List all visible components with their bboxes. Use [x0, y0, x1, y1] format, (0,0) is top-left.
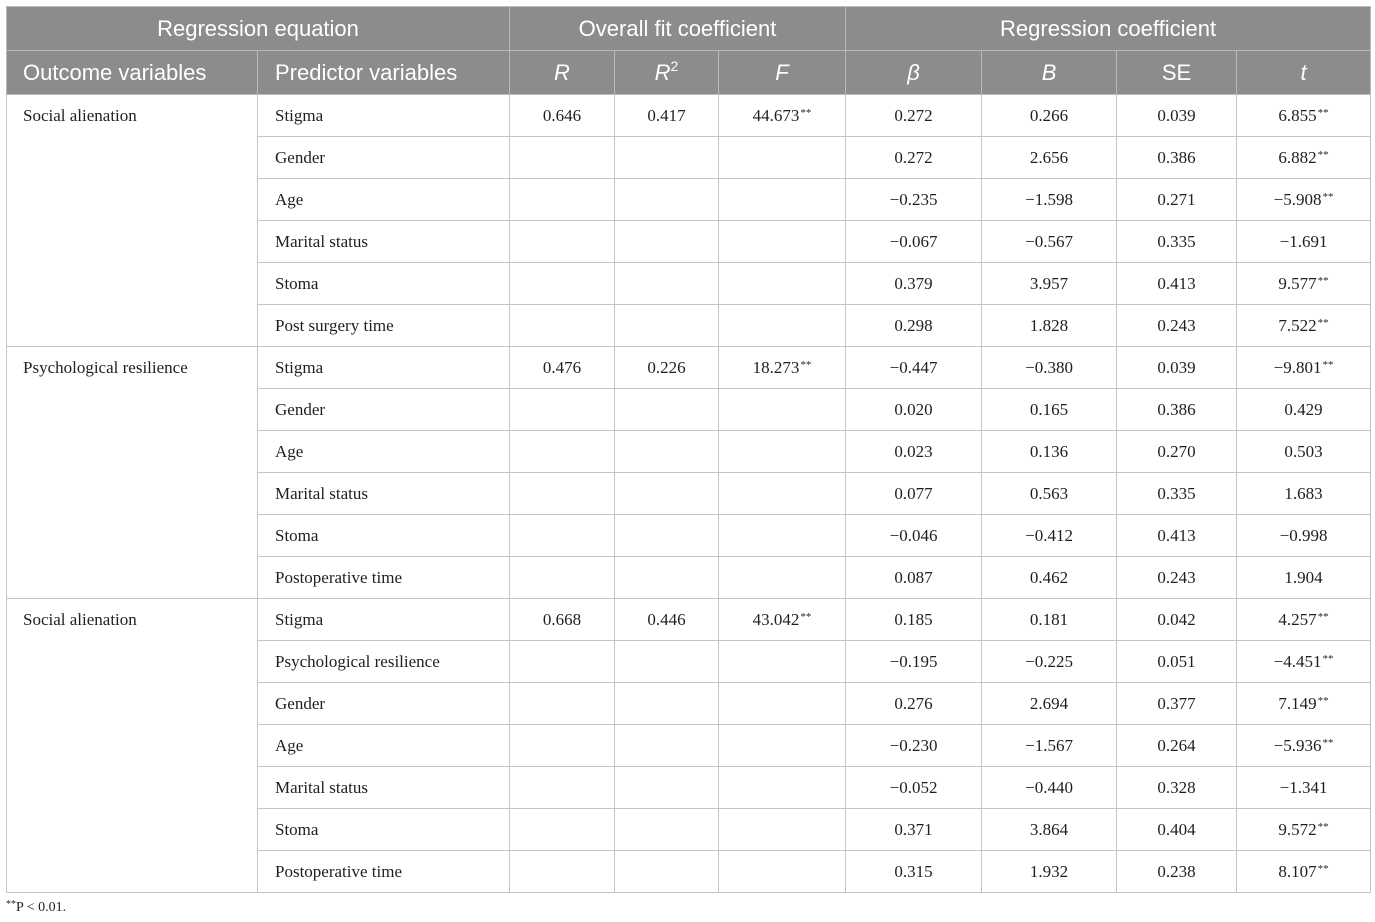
predictor-variable-cell: Marital status [258, 221, 510, 263]
beta-cell: 0.077 [846, 473, 982, 515]
empty-cell [615, 473, 719, 515]
beta-cell: −0.067 [846, 221, 982, 263]
significance-marker: ** [1322, 652, 1334, 665]
se-cell: 0.328 [1117, 767, 1237, 809]
header-beta [846, 51, 982, 95]
predictor-variable-cell: Age [258, 431, 510, 473]
empty-cell [719, 305, 846, 347]
empty-cell [615, 179, 719, 221]
predictor-variable-cell: Gender [258, 389, 510, 431]
t-cell-value: 4.257 [1278, 609, 1317, 629]
empty-cell [719, 179, 846, 221]
significance-marker: ** [800, 610, 812, 623]
empty-cell [510, 137, 615, 179]
predictor-variable-cell: Gender [258, 683, 510, 725]
header-beta-label: β [907, 59, 920, 85]
t-cell: 1.683 [1237, 473, 1371, 515]
empty-cell [510, 179, 615, 221]
predictor-variable-cell: Marital status [258, 473, 510, 515]
se-cell: 0.039 [1117, 347, 1237, 389]
beta-cell: 0.315 [846, 851, 982, 893]
predictor-variable-cell: Post surgery time [258, 305, 510, 347]
header-outcome-variables: Outcome variables [7, 51, 258, 95]
regression-table [6, 6, 1371, 893]
header-predictor-variables: Predictor variables [258, 51, 510, 95]
b-cell: 0.165 [982, 389, 1117, 431]
empty-cell [615, 137, 719, 179]
r-cell: 0.476 [510, 347, 615, 389]
empty-cell [719, 557, 846, 599]
beta-cell: 0.272 [846, 95, 982, 137]
b-cell: −1.598 [982, 179, 1117, 221]
significance-marker: ** [1317, 148, 1329, 161]
empty-cell [615, 851, 719, 893]
b-cell: 3.864 [982, 809, 1117, 851]
se-cell: 0.413 [1117, 263, 1237, 305]
t-cell: 0.503 [1237, 431, 1371, 473]
b-cell: 0.563 [982, 473, 1117, 515]
se-cell: 0.051 [1117, 641, 1237, 683]
empty-cell [719, 221, 846, 263]
predictor-variable-cell: Psychological resilience [258, 641, 510, 683]
b-cell: 1.932 [982, 851, 1117, 893]
t-cell [1237, 725, 1371, 767]
se-cell: 0.243 [1117, 557, 1237, 599]
f-cell-value: 44.673 [752, 105, 800, 125]
table-header [7, 7, 1371, 95]
empty-cell [510, 641, 615, 683]
t-cell [1237, 263, 1371, 305]
se-cell: 0.377 [1117, 683, 1237, 725]
predictor-variable-cell: Postoperative time [258, 851, 510, 893]
predictor-variable-cell: Stoma [258, 515, 510, 557]
empty-cell [719, 431, 846, 473]
se-cell: 0.335 [1117, 473, 1237, 515]
empty-cell [510, 683, 615, 725]
beta-cell: −0.046 [846, 515, 982, 557]
empty-cell [615, 557, 719, 599]
f-cell-value: 18.273 [752, 357, 800, 377]
f-cell [719, 599, 846, 641]
empty-cell [719, 515, 846, 557]
beta-cell: 0.087 [846, 557, 982, 599]
beta-cell: −0.195 [846, 641, 982, 683]
predictor-variable-cell: Stigma [258, 95, 510, 137]
se-cell: 0.404 [1117, 809, 1237, 851]
r-cell: 0.668 [510, 599, 615, 641]
se-cell: 0.386 [1117, 389, 1237, 431]
significance-marker: ** [1317, 316, 1329, 329]
significance-marker: ** [1317, 274, 1329, 287]
empty-cell [510, 767, 615, 809]
header-F [719, 51, 846, 95]
empty-cell [615, 641, 719, 683]
header-B [982, 51, 1117, 95]
significance-marker: ** [1322, 736, 1334, 749]
empty-cell [510, 557, 615, 599]
header-B-label: B [1041, 59, 1057, 85]
empty-cell [615, 683, 719, 725]
r-cell: 0.646 [510, 95, 615, 137]
empty-cell [615, 389, 719, 431]
b-cell: 1.828 [982, 305, 1117, 347]
table-row [7, 95, 1371, 137]
header-SE [1117, 51, 1237, 95]
beta-cell: 0.020 [846, 389, 982, 431]
empty-cell [719, 263, 846, 305]
t-cell-value: 6.855 [1278, 105, 1317, 125]
t-cell-value: 8.107 [1278, 861, 1317, 881]
beta-cell: −0.235 [846, 179, 982, 221]
empty-cell [615, 809, 719, 851]
t-cell-value: 9.572 [1278, 819, 1317, 839]
empty-cell [615, 515, 719, 557]
f-cell [719, 95, 846, 137]
t-cell [1237, 641, 1371, 683]
se-cell: 0.039 [1117, 95, 1237, 137]
header-regression-equation: Regression equation [7, 7, 510, 51]
header-regression-coefficient: Regression coefficient [846, 7, 1371, 51]
header-R-squared [615, 51, 719, 95]
significance-marker: ** [800, 106, 812, 119]
significance-marker: ** [1322, 190, 1334, 203]
b-cell: −0.380 [982, 347, 1117, 389]
t-cell [1237, 809, 1371, 851]
t-cell-value: −5.936 [1273, 735, 1322, 755]
empty-cell [615, 725, 719, 767]
header-F-label: F [775, 59, 789, 85]
significance-marker: ** [1317, 820, 1329, 833]
header-group-row [7, 7, 1371, 51]
t-cell [1237, 305, 1371, 347]
beta-cell: 0.379 [846, 263, 982, 305]
beta-cell: 0.276 [846, 683, 982, 725]
header-R [510, 51, 615, 95]
b-cell: 0.136 [982, 431, 1117, 473]
r-squared-cell: 0.226 [615, 347, 719, 389]
b-cell: −0.225 [982, 641, 1117, 683]
footnote-marker: ** [6, 899, 16, 910]
predictor-variable-cell: Age [258, 725, 510, 767]
b-cell: 2.694 [982, 683, 1117, 725]
header-overall-fit-coefficient: Overall fit coefficient [510, 7, 846, 51]
empty-cell [510, 305, 615, 347]
significance-marker: ** [1317, 610, 1329, 623]
table-body [7, 95, 1371, 893]
table-row [7, 599, 1371, 641]
predictor-variable-cell: Stigma [258, 599, 510, 641]
t-cell-value: 7.522 [1278, 315, 1317, 335]
empty-cell [510, 473, 615, 515]
t-cell [1237, 683, 1371, 725]
header-SE-label: SE [1161, 59, 1192, 85]
se-cell: 0.042 [1117, 599, 1237, 641]
b-cell: 0.181 [982, 599, 1117, 641]
t-cell [1237, 851, 1371, 893]
outcome-variable-cell: Social alienation [7, 95, 258, 347]
t-cell [1237, 179, 1371, 221]
se-cell: 0.271 [1117, 179, 1237, 221]
significance-marker: ** [1317, 694, 1329, 707]
t-cell [1237, 137, 1371, 179]
predictor-variable-cell: Marital status [258, 767, 510, 809]
se-cell: 0.386 [1117, 137, 1237, 179]
empty-cell [719, 725, 846, 767]
t-cell: −0.998 [1237, 515, 1371, 557]
empty-cell [510, 515, 615, 557]
b-cell: −0.440 [982, 767, 1117, 809]
t-cell [1237, 95, 1371, 137]
se-cell: 0.238 [1117, 851, 1237, 893]
empty-cell [510, 809, 615, 851]
significance-marker: ** [1322, 358, 1334, 371]
r-squared-cell: 0.417 [615, 95, 719, 137]
table-row [7, 347, 1371, 389]
b-cell: 0.266 [982, 95, 1117, 137]
se-cell: 0.243 [1117, 305, 1237, 347]
empty-cell [615, 263, 719, 305]
f-cell-value: 43.042 [752, 609, 800, 629]
significance-marker: ** [1317, 862, 1329, 875]
t-cell-value: 6.882 [1278, 147, 1317, 167]
beta-cell: 0.371 [846, 809, 982, 851]
t-cell: 1.904 [1237, 557, 1371, 599]
predictor-variable-cell: Stigma [258, 347, 510, 389]
empty-cell [615, 767, 719, 809]
significance-marker: ** [1317, 106, 1329, 119]
b-cell: −0.412 [982, 515, 1117, 557]
empty-cell [615, 305, 719, 347]
t-cell [1237, 599, 1371, 641]
beta-cell: 0.272 [846, 137, 982, 179]
beta-cell: −0.447 [846, 347, 982, 389]
empty-cell [719, 851, 846, 893]
empty-cell [719, 389, 846, 431]
footnote-text: P < 0.01. [16, 900, 67, 915]
beta-cell: −0.052 [846, 767, 982, 809]
empty-cell [719, 137, 846, 179]
empty-cell [510, 389, 615, 431]
b-cell: −1.567 [982, 725, 1117, 767]
t-cell-value: −5.908 [1273, 189, 1322, 209]
t-cell-value: −9.801 [1273, 357, 1322, 377]
header-t-label: t [1300, 59, 1307, 85]
beta-cell: −0.230 [846, 725, 982, 767]
header-t [1237, 51, 1371, 95]
header-R-squared-base: R [654, 59, 671, 85]
t-cell: −1.341 [1237, 767, 1371, 809]
b-cell: −0.567 [982, 221, 1117, 263]
empty-cell [719, 473, 846, 515]
header-column-row [7, 51, 1371, 95]
significance-marker: ** [800, 358, 812, 371]
t-cell-value: 9.577 [1278, 273, 1317, 293]
b-cell: 2.656 [982, 137, 1117, 179]
t-cell: −1.691 [1237, 221, 1371, 263]
predictor-variable-cell: Postoperative time [258, 557, 510, 599]
t-cell: 0.429 [1237, 389, 1371, 431]
empty-cell [510, 725, 615, 767]
se-cell: 0.413 [1117, 515, 1237, 557]
beta-cell: 0.023 [846, 431, 982, 473]
predictor-variable-cell: Age [258, 179, 510, 221]
empty-cell [719, 767, 846, 809]
predictor-variable-cell: Stoma [258, 809, 510, 851]
predictor-variable-cell: Stoma [258, 263, 510, 305]
empty-cell [719, 809, 846, 851]
empty-cell [615, 431, 719, 473]
b-cell: 0.462 [982, 557, 1117, 599]
t-cell-value: 7.149 [1278, 693, 1317, 713]
se-cell: 0.270 [1117, 431, 1237, 473]
outcome-variable-cell: Psychological resilience [7, 347, 258, 599]
empty-cell [510, 851, 615, 893]
f-cell [719, 347, 846, 389]
empty-cell [510, 263, 615, 305]
beta-cell: 0.185 [846, 599, 982, 641]
footnote [6, 900, 66, 916]
outcome-variable-cell: Social alienation [7, 599, 258, 893]
empty-cell [510, 221, 615, 263]
empty-cell [719, 641, 846, 683]
se-cell: 0.335 [1117, 221, 1237, 263]
header-R-label: R [554, 59, 570, 85]
predictor-variable-cell: Gender [258, 137, 510, 179]
t-cell [1237, 347, 1371, 389]
b-cell: 3.957 [982, 263, 1117, 305]
empty-cell [615, 221, 719, 263]
se-cell: 0.264 [1117, 725, 1237, 767]
empty-cell [719, 683, 846, 725]
r-squared-cell: 0.446 [615, 599, 719, 641]
header-R-squared-exponent: 2 [670, 57, 679, 74]
beta-cell: 0.298 [846, 305, 982, 347]
empty-cell [510, 431, 615, 473]
t-cell-value: −4.451 [1273, 651, 1322, 671]
